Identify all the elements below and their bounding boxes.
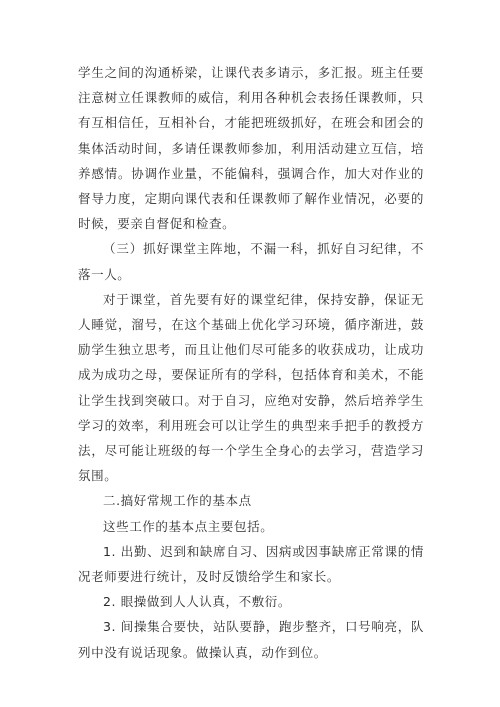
section-heading-routine-work: 二.搞好常规工作的基本点 [103,493,252,509]
paragraph-intro: 这些工作的基本点主要包括。 [103,518,274,534]
list-item-3: 3. 间操集合要快，站队要静，跑步整齐，口号响亮，队列中没有说话现象。做操认真，动作到位。 [78,619,424,660]
paragraph-1: 学生之间的沟通桥梁，让课代表多请示，多汇报。班主任要注意树立任课教师的威信，利用各种机会表扬任课教师，只有互相信任，互相补台，才能把班级抓好，在班会和团会的集体活动时间，多请任课教师参加，利用活动建立互信，培养感情。协调作业量，不能偏科，强调合作，加大对作业的督导力度，定期向课代表和任课教师了解作业情况，必要的时候，要亲自督促和检查。 [78,65,424,232]
document-body [78,60,424,665]
paragraph-2-section-heading: （三）抓好课堂主阵地，不漏一科，抓好自习纪律，不落一人。 [78,241,424,282]
paragraph-3: 对于课堂，首先要有好的课堂纪律，保持安静，保证无人睡觉，溜号，在这个基础上优化学习环境，循序渐进，鼓励学生独立思考，而且让他们尽可能多的收获成功，让成功成为成功之母，要保证所有的学科，包括体育和美术，不能让学生找到突破口。对于自习，应绝对安静，然后培养学生学习的效率，利用班会可以让学生的典型来手把手的教授方法，尽可能让班级的每一个学生全身心的去学习，营造学习氛围。 [78,291,424,484]
list-item-2: 2. 眼操做到人人认真，不敷衍。 [103,594,292,610]
list-item-1: 1. 出勤、迟到和缺席自习、因病或因事缺席正常课的情况老师要进行统计，及时反馈给学生和家长。 [78,543,424,585]
